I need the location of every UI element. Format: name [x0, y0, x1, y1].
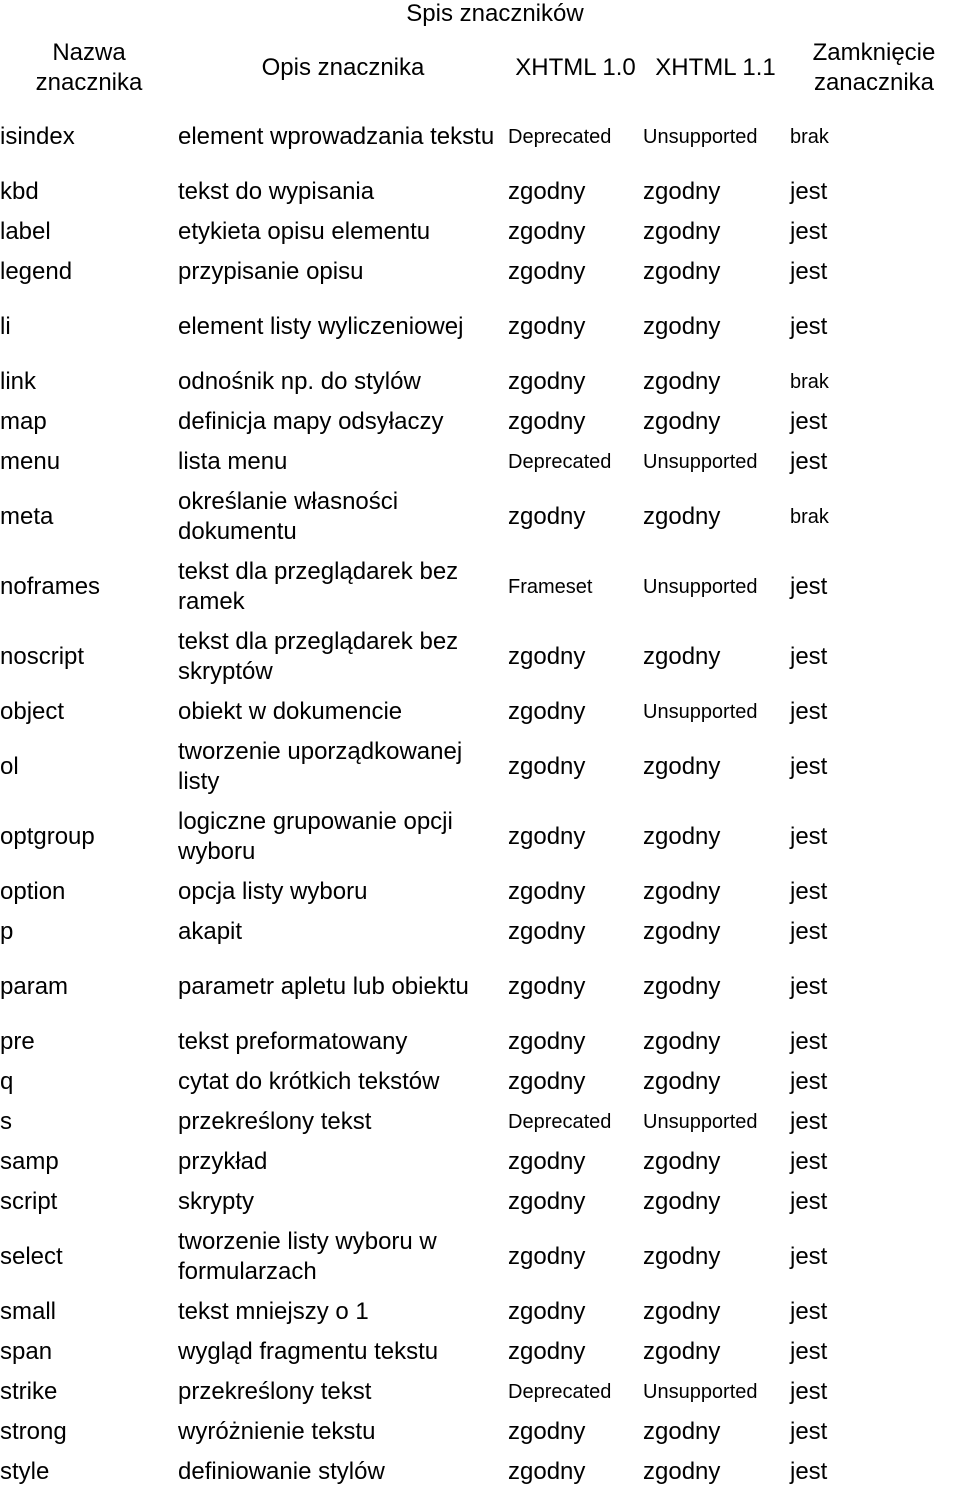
xhtml11-status-cell: zgodny: [643, 1298, 721, 1325]
xhtml11-status-cell: zgodny: [643, 1188, 721, 1215]
xhtml11-status-cell: Unsupported: [643, 451, 758, 473]
xhtml11-status-cell: Unsupported: [643, 126, 758, 148]
tag-name-cell: strike: [0, 1378, 58, 1405]
table-row: [0, 362, 960, 402]
tag-name-cell: menu: [0, 448, 61, 475]
header-xhtml10: XHTML 1.0: [515, 54, 636, 81]
tag-description-cell: lista menu: [178, 448, 288, 475]
xhtml10-status-cell: zgodny: [508, 918, 586, 945]
xhtml11-status-cell: Unsupported: [643, 701, 758, 723]
table-row: [0, 552, 960, 622]
table-row: [0, 1412, 960, 1452]
table-row: [0, 1182, 960, 1222]
xhtml10-status-cell: zgodny: [508, 698, 586, 725]
xhtml10-status-cell: Deprecated: [508, 126, 612, 148]
closing-tag-cell: brak: [790, 506, 829, 528]
tag-description-cell: przekreślony tekst: [178, 1108, 372, 1135]
tag-description-cell: tekst do wypisania: [178, 178, 375, 205]
xhtml11-status-cell: zgodny: [643, 973, 721, 1000]
tag-name-cell: optgroup: [0, 823, 95, 850]
closing-tag-cell: jest: [790, 823, 828, 850]
xhtml11-status-cell: zgodny: [643, 258, 721, 285]
closing-tag-cell: jest: [790, 1338, 828, 1365]
closing-tag-cell: jest: [790, 218, 828, 245]
xhtml11-status-cell: zgodny: [643, 1028, 721, 1055]
closing-tag-cell: jest: [790, 1148, 828, 1175]
tag-name-cell: object: [0, 698, 65, 725]
tag-name-cell: select: [0, 1243, 63, 1270]
xhtml11-status-cell: zgodny: [643, 753, 721, 780]
xhtml10-status-cell: zgodny: [508, 973, 586, 1000]
tag-name-cell: link: [0, 368, 37, 395]
tag-name-cell: style: [0, 1458, 50, 1485]
xhtml10-status-cell: zgodny: [508, 1028, 586, 1055]
tag-name-cell: option: [0, 878, 66, 905]
xhtml11-status-cell: zgodny: [643, 368, 721, 395]
xhtml11-status-cell: zgodny: [643, 313, 721, 340]
table-row: [0, 1292, 960, 1332]
tag-description-cell: tworzenie listy wyboru w formularzach: [178, 1228, 437, 1285]
xhtml10-status-cell: zgodny: [508, 368, 586, 395]
tag-description-cell: element wprowadzania tekstu: [178, 123, 495, 150]
xhtml10-status-cell: zgodny: [508, 1298, 586, 1325]
xhtml11-status-cell: zgodny: [643, 1148, 721, 1175]
closing-tag-cell: jest: [790, 1243, 828, 1270]
header-xhtml11: XHTML 1.1: [655, 54, 776, 81]
closing-tag-cell: jest: [790, 1458, 828, 1485]
tag-name-cell: p: [0, 918, 14, 945]
tag-description-cell: przykład: [178, 1148, 268, 1175]
table-row: [0, 802, 960, 872]
table-row: [0, 292, 960, 362]
tag-name-cell: script: [0, 1188, 58, 1215]
tag-description-cell: definicja mapy odsyłaczy: [178, 408, 444, 435]
table-row: [0, 102, 960, 172]
xhtml11-status-cell: zgodny: [643, 643, 721, 670]
table-row: [0, 402, 960, 442]
closing-tag-cell: brak: [790, 371, 829, 393]
xhtml10-status-cell: Deprecated: [508, 1381, 612, 1403]
closing-tag-cell: jest: [790, 1418, 828, 1445]
xhtml10-status-cell: zgodny: [508, 643, 586, 670]
tag-description-cell: obiekt w dokumencie: [178, 698, 403, 725]
closing-tag-cell: jest: [790, 1188, 828, 1215]
table-row: [0, 952, 960, 1022]
table-row: [0, 692, 960, 732]
closing-tag-cell: jest: [790, 973, 828, 1000]
xhtml11-status-cell: zgodny: [643, 823, 721, 850]
xhtml10-status-cell: zgodny: [508, 1243, 586, 1270]
tag-description-cell: określanie własności dokumentu: [178, 488, 399, 545]
closing-tag-cell: jest: [790, 1028, 828, 1055]
xhtml10-status-cell: Deprecated: [508, 451, 612, 473]
table-row: [0, 1452, 960, 1492]
tag-description-cell: tekst dla przeglądarek bez ramek: [178, 558, 459, 615]
tag-name-cell: strong: [0, 1418, 67, 1445]
header-closing: Zamknięcie zanacznika: [812, 39, 936, 96]
tag-name-cell: label: [0, 218, 51, 245]
tag-table: [0, 34, 960, 1492]
tag-name-cell: small: [0, 1298, 57, 1325]
xhtml10-status-cell: Deprecated: [508, 1111, 612, 1133]
table-row: [0, 1372, 960, 1412]
xhtml10-status-cell: zgodny: [508, 408, 586, 435]
xhtml10-status-cell: zgodny: [508, 1418, 586, 1445]
tag-description-cell: przypisanie opisu: [178, 258, 364, 285]
xhtml11-status-cell: zgodny: [643, 178, 721, 205]
xhtml10-status-cell: zgodny: [508, 218, 586, 245]
closing-tag-cell: jest: [790, 178, 828, 205]
closing-tag-cell: jest: [790, 258, 828, 285]
tag-name-cell: pre: [0, 1028, 35, 1055]
tag-name-cell: ol: [0, 753, 19, 780]
xhtml11-status-cell: zgodny: [643, 1458, 721, 1485]
table-row: [0, 442, 960, 482]
closing-tag-cell: jest: [790, 918, 828, 945]
xhtml11-status-cell: Unsupported: [643, 576, 758, 598]
closing-tag-cell: jest: [790, 698, 828, 725]
tag-name-cell: noframes: [0, 573, 101, 600]
closing-tag-cell: jest: [790, 753, 828, 780]
table-row: [0, 212, 960, 252]
xhtml11-status-cell: Unsupported: [643, 1111, 758, 1133]
xhtml10-status-cell: zgodny: [508, 1458, 586, 1485]
xhtml11-status-cell: zgodny: [643, 1418, 721, 1445]
xhtml11-status-cell: Unsupported: [643, 1381, 758, 1403]
tag-name-cell: noscript: [0, 643, 85, 670]
table-row: [0, 482, 960, 552]
table-row: [0, 1222, 960, 1292]
table-row: [0, 1102, 960, 1142]
tag-description-cell: element listy wyliczeniowej: [178, 313, 464, 340]
table-row: [0, 912, 960, 952]
closing-tag-cell: jest: [790, 1298, 828, 1325]
closing-tag-cell: jest: [790, 448, 828, 475]
closing-tag-cell: jest: [790, 408, 828, 435]
header-name: Nazwa znacznika: [35, 39, 143, 96]
table-row: [0, 1142, 960, 1182]
closing-tag-cell: brak: [790, 126, 829, 148]
tag-name-cell: kbd: [0, 178, 39, 205]
tag-description-cell: etykieta opisu elementu: [178, 218, 431, 245]
closing-tag-cell: jest: [790, 643, 828, 670]
closing-tag-cell: jest: [790, 1378, 828, 1405]
table-header-row: [0, 34, 960, 102]
page-title: Spis znaczników: [406, 0, 584, 27]
header-description: Opis znacznika: [261, 54, 425, 81]
tag-description-cell: tekst mniejszy o 1: [178, 1298, 369, 1325]
xhtml10-status-cell: zgodny: [508, 823, 586, 850]
xhtml11-status-cell: zgodny: [643, 503, 721, 530]
closing-tag-cell: jest: [790, 573, 828, 600]
xhtml10-status-cell: zgodny: [508, 753, 586, 780]
tag-description-cell: akapit: [178, 918, 243, 945]
xhtml10-status-cell: zgodny: [508, 1188, 586, 1215]
xhtml11-status-cell: zgodny: [643, 1068, 721, 1095]
tag-description-cell: logiczne grupowanie opcji wyboru: [178, 808, 453, 865]
tag-name-cell: map: [0, 408, 47, 435]
table-row: [0, 252, 960, 292]
closing-tag-cell: jest: [790, 1068, 828, 1095]
xhtml10-status-cell: zgodny: [508, 178, 586, 205]
table-row: [0, 1332, 960, 1372]
xhtml10-status-cell: zgodny: [508, 878, 586, 905]
xhtml11-status-cell: zgodny: [643, 878, 721, 905]
tag-description-cell: definiowanie stylów: [178, 1458, 385, 1485]
table-row: [0, 1022, 960, 1062]
table-row: [0, 1062, 960, 1102]
tag-name-cell: legend: [0, 258, 73, 285]
xhtml10-status-cell: zgodny: [508, 1068, 586, 1095]
table-row: [0, 622, 960, 692]
tag-name-cell: span: [0, 1338, 53, 1365]
tag-name-cell: param: [0, 973, 69, 1000]
xhtml10-status-cell: zgodny: [508, 313, 586, 340]
tag-name-cell: li: [0, 313, 11, 340]
tag-description-cell: tekst preformatowany: [178, 1028, 408, 1055]
xhtml10-status-cell: zgodny: [508, 1338, 586, 1365]
tag-name-cell: meta: [0, 503, 54, 530]
xhtml11-status-cell: zgodny: [643, 408, 721, 435]
tag-description-cell: opcja listy wyboru: [178, 878, 368, 905]
tag-name-cell: s: [0, 1108, 12, 1135]
closing-tag-cell: jest: [790, 1108, 828, 1135]
table-row: [0, 872, 960, 912]
tag-name-cell: q: [0, 1068, 14, 1095]
xhtml10-status-cell: Frameset: [508, 576, 593, 598]
tag-name-cell: samp: [0, 1148, 59, 1175]
xhtml11-status-cell: zgodny: [643, 918, 721, 945]
closing-tag-cell: jest: [790, 878, 828, 905]
xhtml10-status-cell: zgodny: [508, 258, 586, 285]
xhtml10-status-cell: zgodny: [508, 503, 586, 530]
tag-description-cell: wygląd fragmentu tekstu: [178, 1338, 439, 1365]
tag-description-cell: wyróżnienie tekstu: [178, 1418, 376, 1445]
xhtml11-status-cell: zgodny: [643, 218, 721, 245]
closing-tag-cell: jest: [790, 313, 828, 340]
tag-name-cell: isindex: [0, 123, 75, 150]
xhtml11-status-cell: zgodny: [643, 1338, 721, 1365]
xhtml11-status-cell: zgodny: [643, 1243, 721, 1270]
tag-description-cell: tekst dla przeglądarek bez skryptów: [178, 628, 459, 685]
tag-description-cell: tworzenie uporządkowanej listy: [178, 738, 463, 795]
tag-description-cell: cytat do krótkich tekstów: [178, 1068, 440, 1095]
table-row: [0, 172, 960, 212]
xhtml10-status-cell: zgodny: [508, 1148, 586, 1175]
table-row: [0, 732, 960, 802]
tag-description-cell: skrypty: [178, 1188, 255, 1215]
tag-description-cell: odnośnik np. do stylów: [178, 368, 421, 395]
tag-description-cell: parametr apletu lub obiektu: [178, 973, 469, 1000]
tag-description-cell: przekreślony tekst: [178, 1378, 372, 1405]
